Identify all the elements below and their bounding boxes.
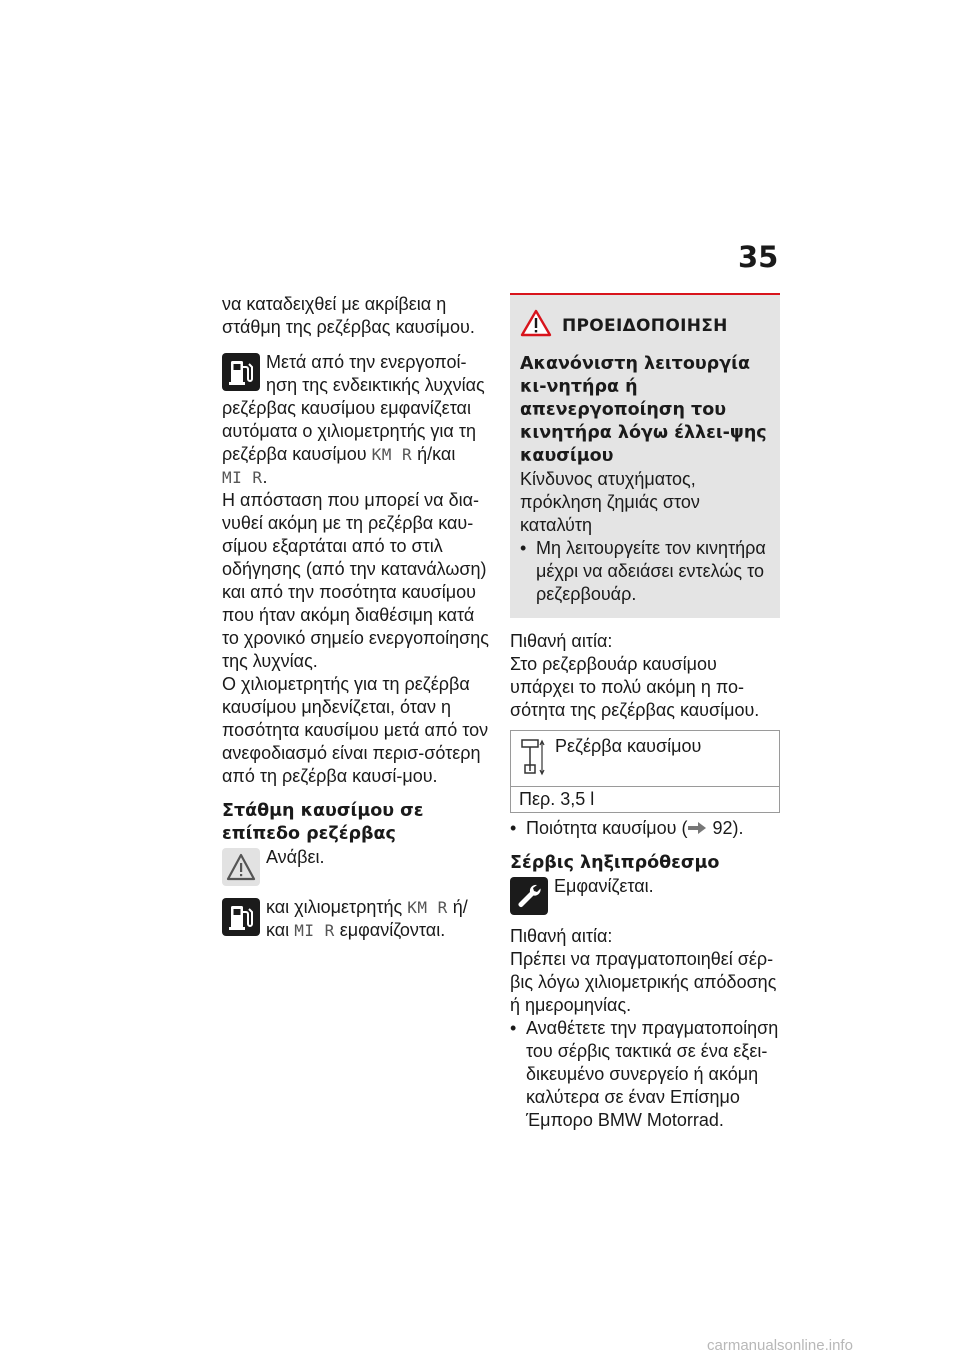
fuel-reserve-text: Μετά από την ενεργοποί-ηση της ενδεικτικής λυχνίας ρεζέρβας καυσίμου εμφανίζεται αυτόματα ο χιλιομετρητής για τη ρεζέρβα καυσίμου [222, 352, 485, 464]
wrench-icon [510, 877, 548, 915]
intro-text: να καταδειχθεί με ακρίβεια η στάθμη της ρεζέρβας καυσίμου. [222, 294, 475, 337]
warning-bullet: • Μη λειτουργείτε τον κινητήρα μέχρι να αδειάσει εντελώς το ρεζερβουάρ. [520, 537, 770, 606]
spec-value: Περ. 3,5 l [519, 789, 595, 809]
section-heading-reserve: Στάθμη καυσίμου σε επίπεδο ρεζέρβας [222, 801, 424, 844]
fuel-pump-icon [222, 898, 260, 936]
fuel-reserve-paragraph [222, 351, 494, 489]
lights-text: Ανάβει. [266, 847, 325, 867]
spec-label: Ρεζέρβα καυσίμου [555, 736, 702, 756]
reset-paragraph: Ο χιλιομετρητής για τη ρεζέρβα καυσίμου μηδενίζεται, όταν η ποσότητα καυσίμου μετά από τον ανεφοδιασμό είναι περισ-σότερη από τη ρεζέρβα καυσί-μου. [222, 674, 489, 786]
warning-light-row [222, 846, 494, 888]
km-r-indicator: KM R [371, 445, 413, 464]
service-text: Πρέπει να πραγματοποιηθεί σέρ-βις λόγω χιλιομετρικής απόδοσης ή ημερομηνίας. [510, 949, 777, 1015]
cause-label-2: Πιθανή αιτία: [510, 926, 613, 946]
page-number: 35 [738, 240, 779, 274]
arrow-right-icon [688, 818, 708, 838]
warning-bullet-text: Μη λειτουργείτε τον κινητήρα μέχρι να αδειάσει εντελώς το ρεζερβουάρ. [536, 538, 766, 604]
cause-text: Στο ρεζερβουάρ καυσίμου υπάρχει το πολύ ακόμη η πο-σότητα της ρεζέρβας καυσίμου. [510, 654, 760, 720]
distance-paragraph: Η απόσταση που μπορεί να δια-νυθεί ακόμη με τη ρεζέρβα καυ-σίμου εξαρτάται από το στιλ οδήγησης (από την κατανάλωση) και από την ποσότητα καυσίμου που ήταν ακόμη διαθέσιμη κατά το χρονικό σημείο ενεργοποίησης της λυχνίας. [222, 490, 489, 671]
service-appears: Εμφανίζεται. [554, 876, 654, 896]
warning-icon [520, 309, 552, 343]
left-column [222, 293, 494, 942]
warning-title: ΠΡΟΕΙΔΟΠΟΙΗΣΗ [562, 315, 728, 336]
warning-heading: Ακανόνιστη λειτουργία κι-νητήρα ή απενεργοποίηση του κινητήρα λόγω έλλει-ψης καυσίμου [520, 354, 767, 466]
and-or-text: ή/και [412, 444, 456, 464]
and-odometer-text: και χιλιομετρητής [266, 897, 408, 917]
appear-text: εμφανίζονται. [334, 920, 446, 940]
fuel-tank-gauge-icon [511, 731, 555, 786]
warning-box [510, 293, 780, 618]
section-heading-service: Σέρβις ληξιπρόθεσμο [510, 853, 720, 873]
or-and-text: ή/ και [266, 897, 468, 940]
fuel-quality-item: • Ποιότητα καυσίμου ( 92). [510, 818, 744, 838]
km-r-indicator: KM R [407, 898, 448, 917]
warning-risk: Κίνδυνος ατυχήματος, πρόκληση ζημιάς στον καταλύτη [520, 469, 700, 535]
spec-table [510, 730, 780, 813]
right-column [510, 293, 780, 1132]
mi-r-indicator: MI R [222, 468, 263, 487]
fuel-quality-page-ref[interactable]: 92). [707, 818, 744, 838]
mi-r-indicator: MI R [294, 921, 335, 940]
fuel-quality-text: Ποιότητα καυσίμου ( [526, 818, 688, 838]
service-row [510, 875, 780, 917]
service-bullet: • Αναθέτετε την πραγματοποίηση του σέρβις τακτικά σε ένα εξει-δικευμένο συνεργείο ή ακόμη καλύτερα σε έναν Επίσημο Έμπορο BMW Motorrad. [510, 1018, 779, 1130]
period: . [262, 467, 268, 487]
service-bullet-text: Αναθέτετε την πραγματοποίηση του σέρβις τακτικά σε ένα εξει-δικευμένο συνεργείο ή ακόμη καλύτερα σε έναν Επίσημο Έμπορο BMW Motorrad. [526, 1018, 779, 1130]
fuel-pump-icon [222, 353, 260, 391]
fuel-indicator-row [222, 896, 494, 942]
watermark: carmanualsonline.info [707, 1337, 853, 1354]
cause-label: Πιθανή αιτία: [510, 631, 613, 651]
warning-triangle-icon [222, 848, 260, 886]
